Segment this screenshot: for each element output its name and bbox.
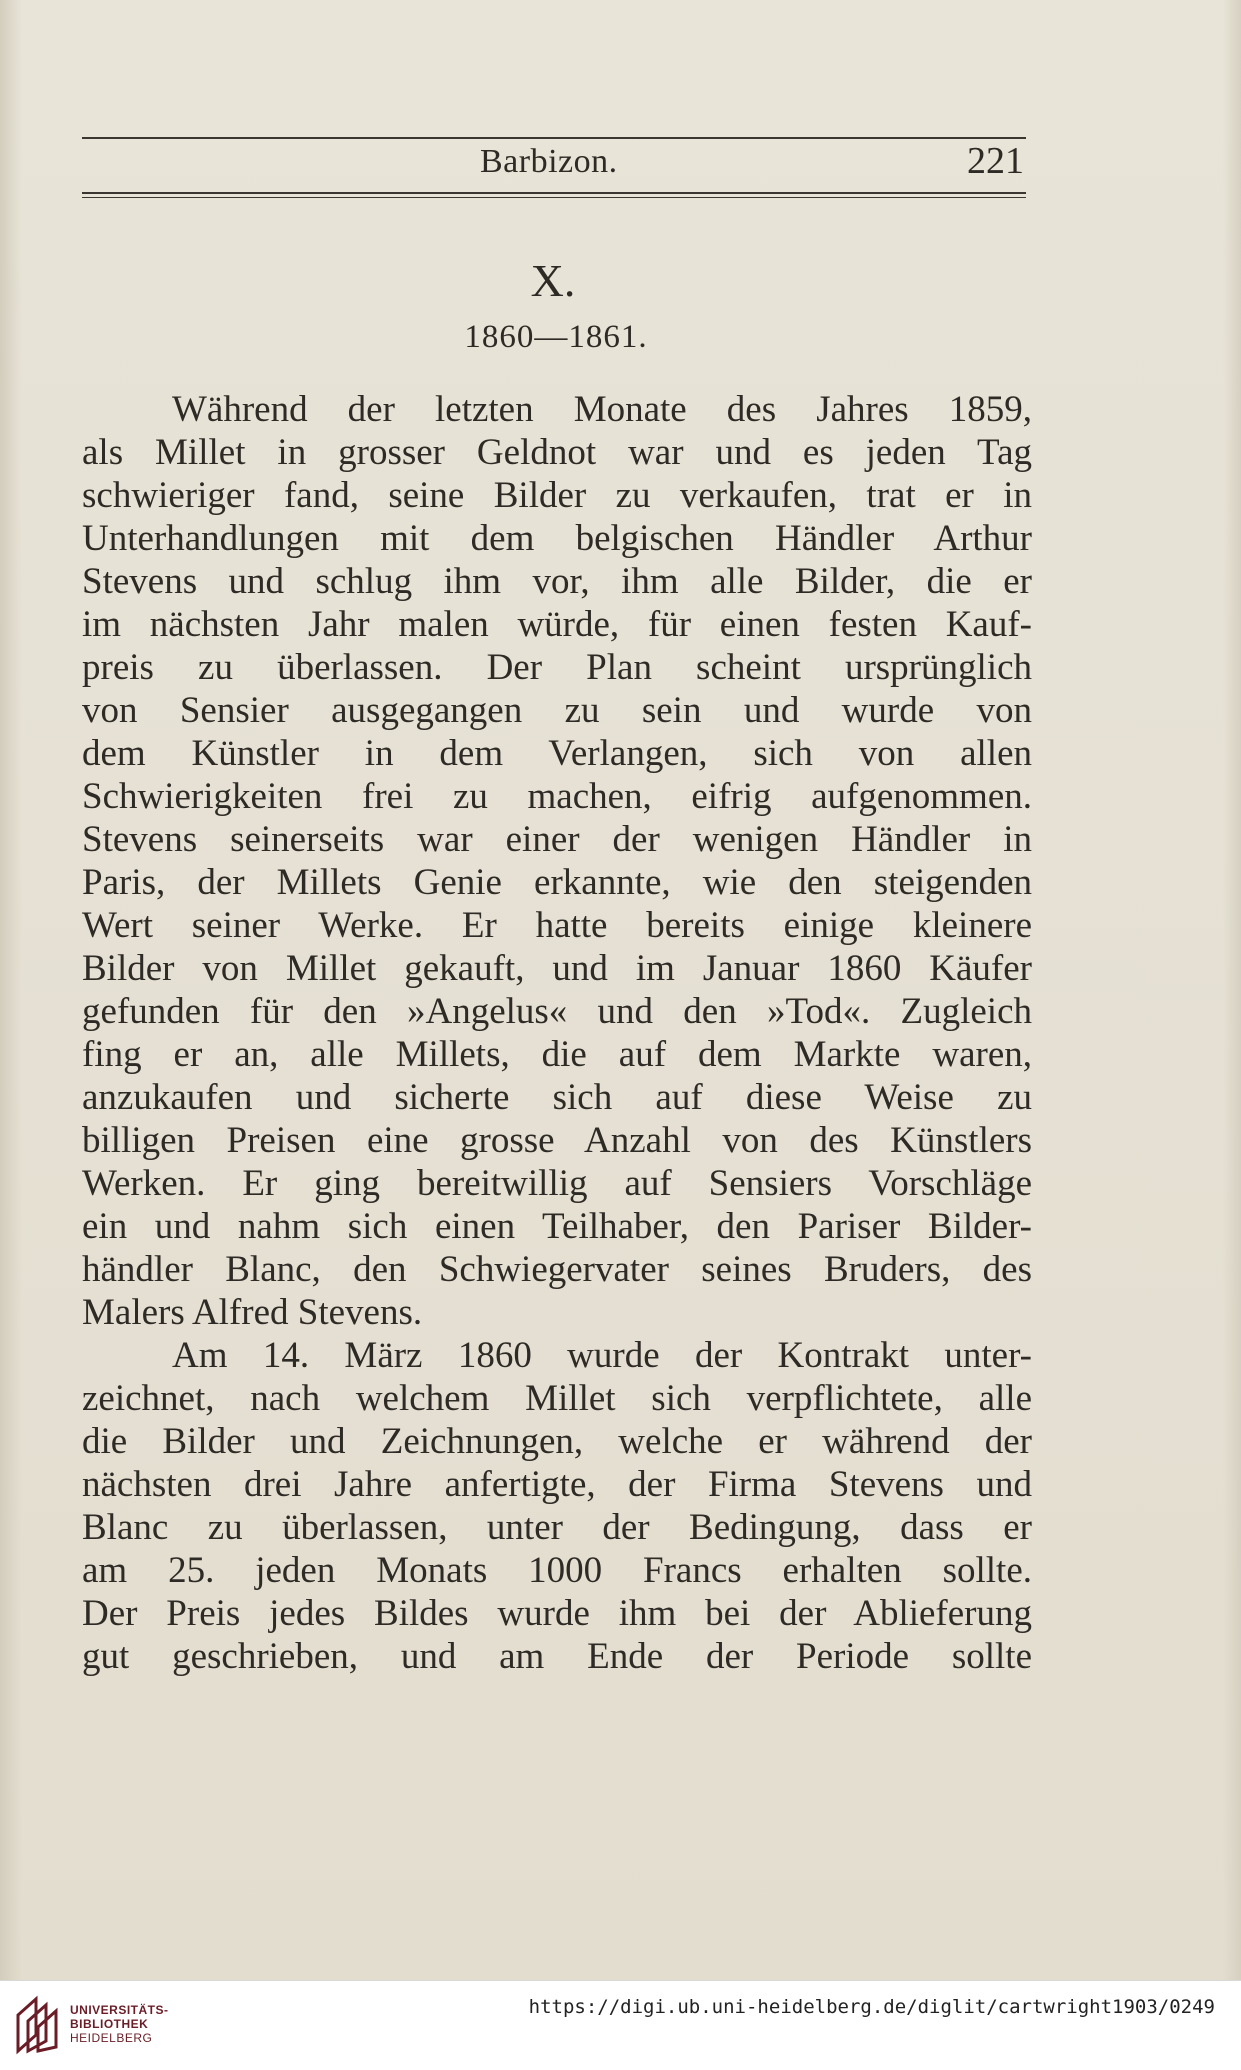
text-line: schwieriger fand, seine Bilder zu verkaufen, trat er in [82,475,1032,516]
text-line: als Millet in grosser Geldnot war und es jeden Tag [82,432,1032,473]
text-line: ein und nahm sich einen Teilhaber, den Pariser Bilder- [82,1206,1032,1247]
text-line: preis zu überlassen. Der Plan scheint ursprünglich [82,647,1032,688]
text-line: Bilder von Millet gekauft, und im Januar 1860 Käufer [82,948,1032,989]
text-line: Schwierigkeiten frei zu machen, eifrig aufgenommen. [82,776,1032,817]
text-line: Paris, der Millets Genie erkannte, wie den steigenden [82,862,1032,903]
text-line: die Bilder und Zeichnungen, welche er während der [82,1421,1032,1462]
text-line: Der Preis jedes Bildes wurde ihm bei der Ablieferung [82,1593,1032,1634]
library-name-line: HEIDELBERG [70,2031,153,2045]
text-line: gut geschrieben, und am Ende der Periode sollte [82,1636,1032,1677]
text-line: Werken. Er ging bereitwillig auf Sensiers Vorschläge [82,1163,1032,1204]
university-library-logo-icon [14,1993,68,2055]
text-line: nächsten drei Jahre anfertigte, der Firma Stevens und [82,1464,1032,1505]
text-line: Unterhandlungen mit dem belgischen Händler Arthur [82,518,1032,559]
text-line: Malers Alfred Stevens. [82,1292,423,1333]
text-line: Am 14. März 1860 wurde der Kontrakt unter- [172,1335,1032,1376]
text-line: händler Blanc, den Schwiegervater seines Bruders, des [82,1249,1032,1290]
text-line: von Sensier ausgegangen zu sein und wurde von [82,690,1032,731]
header-top-rule [82,137,1026,139]
text-line: Blanc zu überlassen, unter der Bedingung, dass er [82,1507,1032,1548]
source-url-link[interactable]: https://digi.ub.uni-heidelberg.de/diglit/cartwright1903/0249 [528,1996,1215,2018]
header-double-rule [82,192,1026,198]
footer-bar [0,1980,1241,2070]
text-line: Stevens und schlug ihm vor, ihm alle Bilder, die er [82,561,1032,602]
text-line: zeichnet, nach welchem Millet sich verpflichtete, alle [82,1378,1032,1419]
text-line: dem Künstler in dem Verlangen, sich von allen [82,733,1032,774]
chapter-years: 1860—1861. [464,319,648,355]
library-name-line: BIBLIOTHEK [70,2017,149,2031]
text-line: gefunden für den »Angelus« und den »Tod«. Zugleich [82,991,1032,1032]
text-line: fing er an, alle Millets, die auf dem Markte waren, [82,1034,1032,1075]
page-number: 221 [967,140,1024,182]
running-header-title: Barbizon. [480,143,618,180]
library-name [70,2003,169,2045]
chapter-numeral: X. [530,255,576,306]
text-line: anzukaufen und sicherte sich auf diese Weise zu [82,1077,1032,1118]
text-line: im nächsten Jahr malen würde, für einen festen Kauf- [82,604,1032,645]
text-line: Wert seiner Werke. Er hatte bereits einige kleinere [82,905,1032,946]
text-line: Während der letzten Monate des Jahres 1859, [172,389,1032,430]
body-text [82,388,1032,1678]
text-line: Stevens seinerseits war einer der wenigen Händler in [82,819,1032,860]
text-line: am 25. jeden Monats 1000 Francs erhalten sollte. [82,1550,1032,1591]
text-line: billigen Preisen eine grosse Anzahl von des Künstlers [82,1120,1032,1161]
library-name-line: UNIVERSITÄTS- [70,2003,169,2017]
